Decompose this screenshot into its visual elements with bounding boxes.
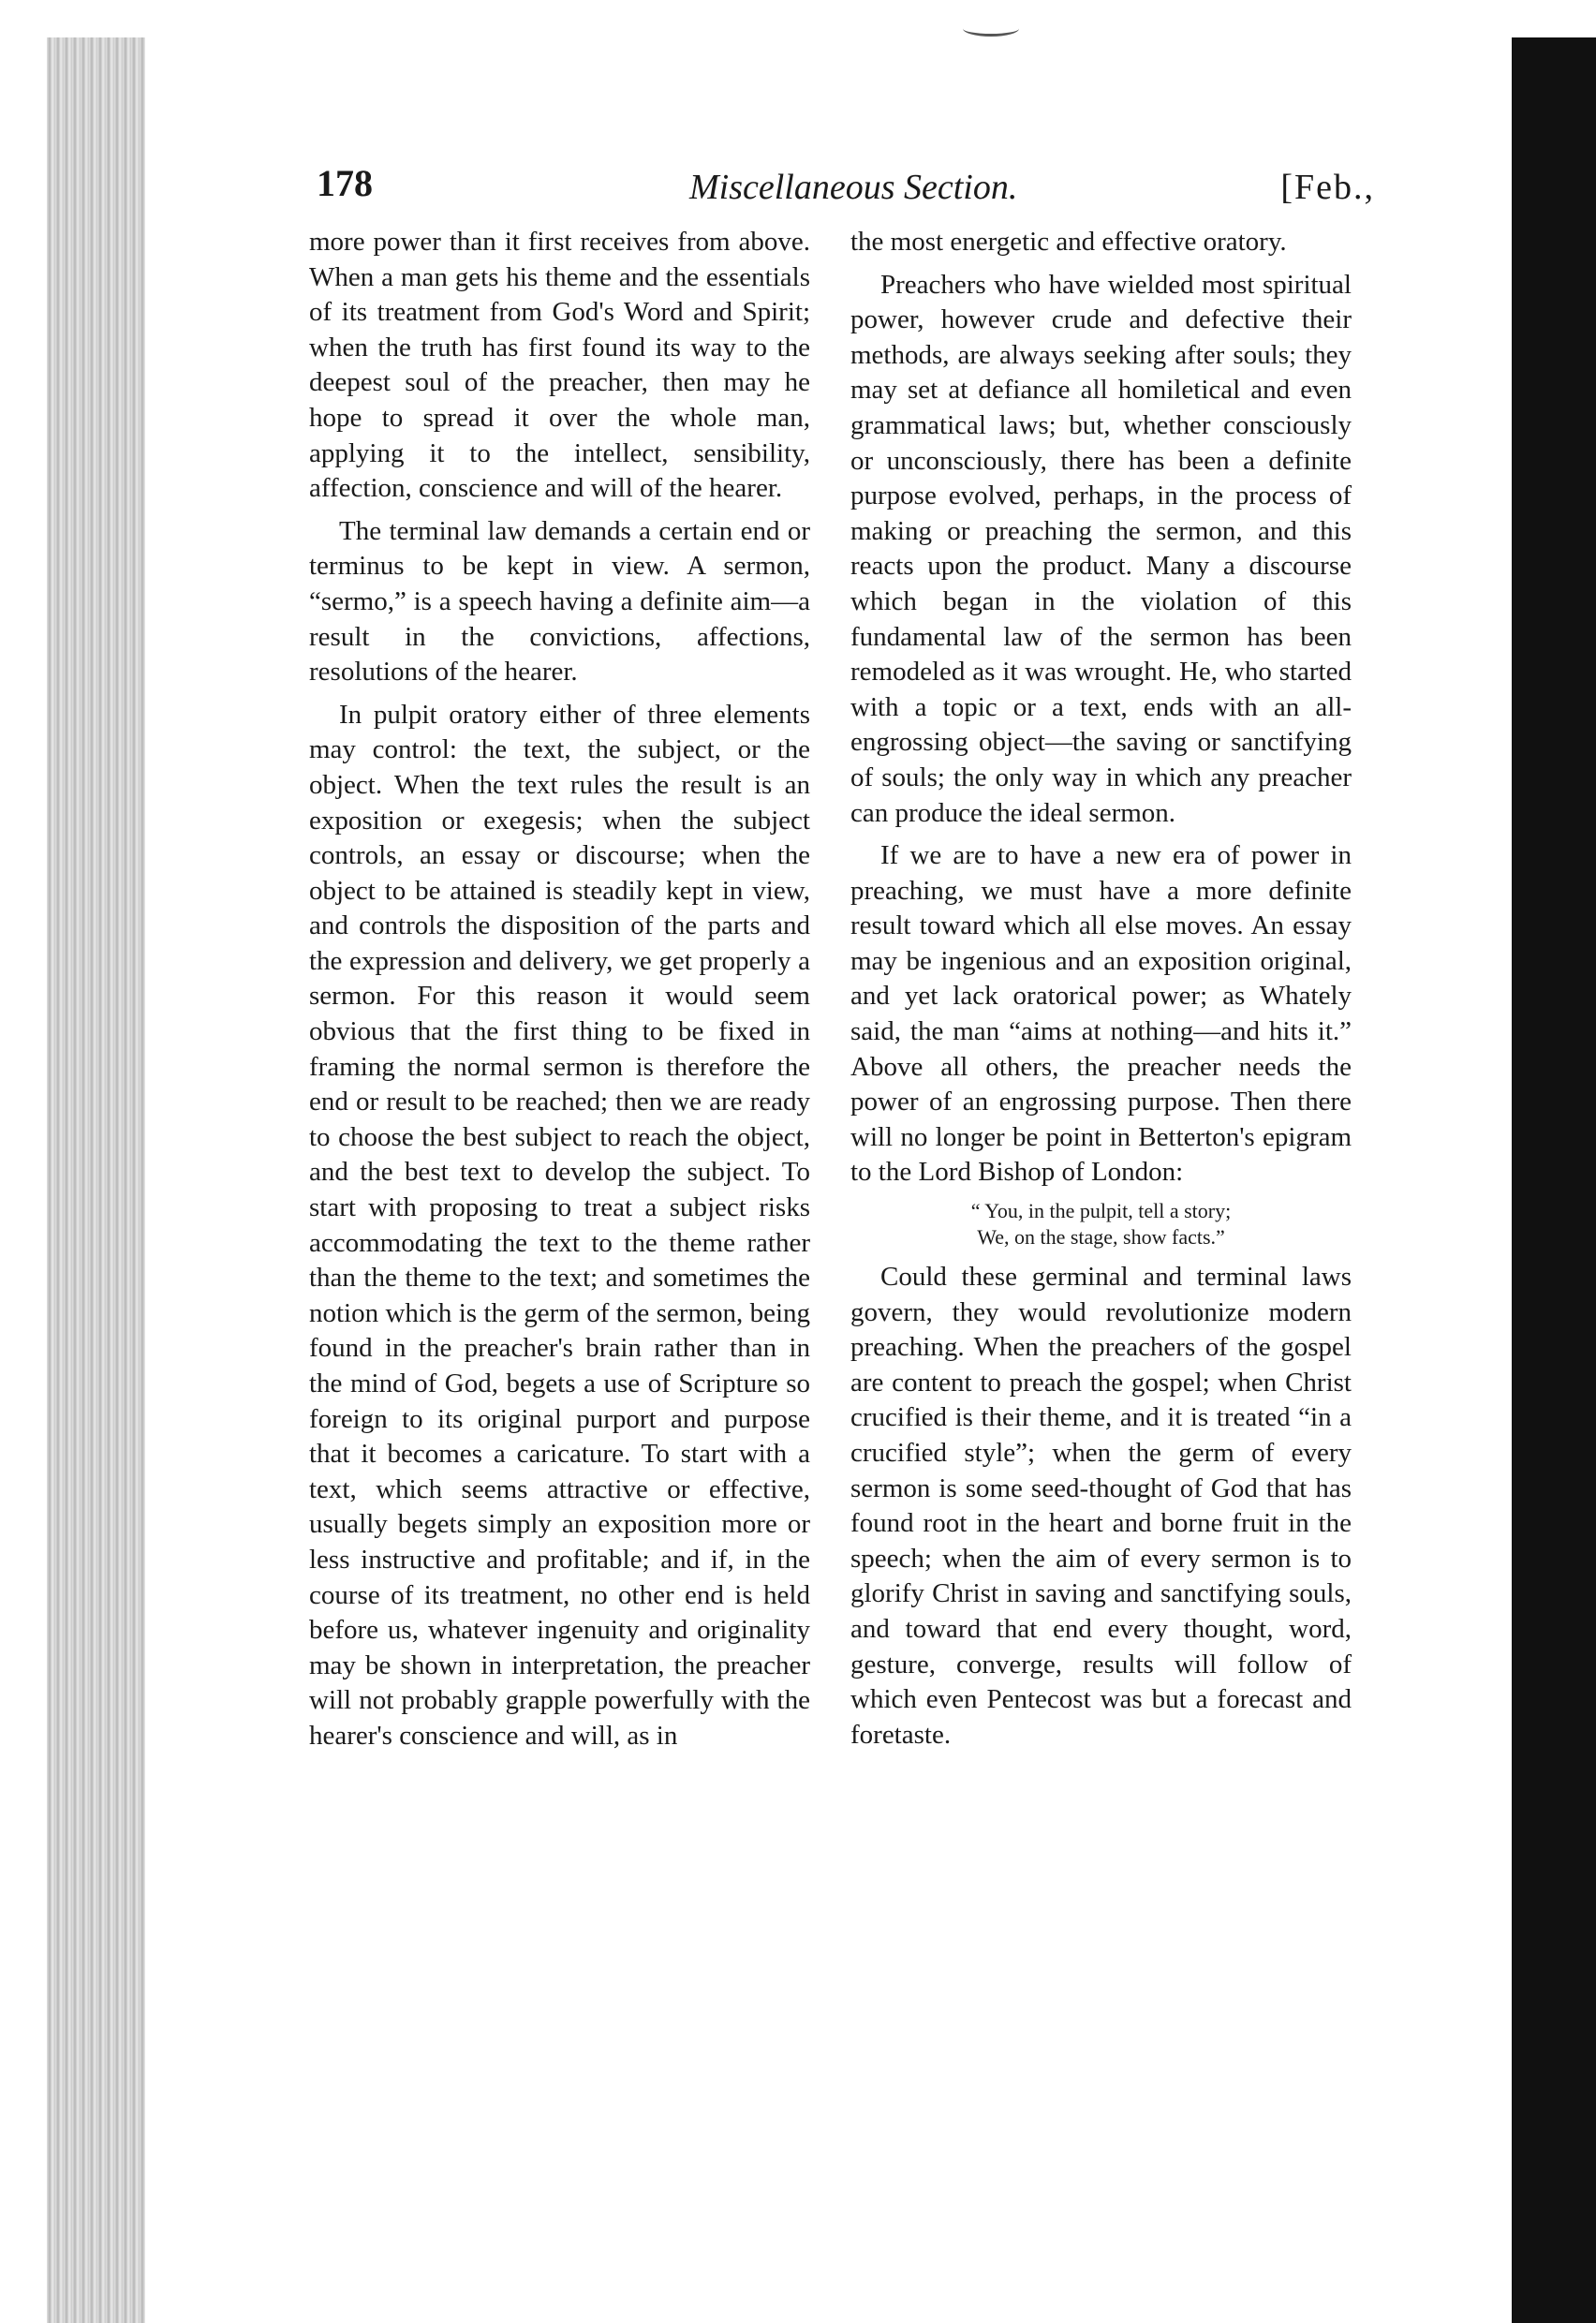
paragraph: the most energetic and effective oratory. <box>850 227 1287 257</box>
book-page-edge <box>47 37 145 2323</box>
page-number: 178 <box>317 162 373 204</box>
scan-mark <box>963 21 1019 37</box>
epigram-quote <box>850 1198 1352 1250</box>
paragraph: If we are to have a new era of power in preaching, we must have a more definite result toward which all else moves. An essay may be ingenious and an exposition original, and yet lack oratorical power; as Whately said, the man “aims at nothing—and hits it.” Above all others, the preacher needs the power of an engrossing purpose. Then there will no longer be point in Betterton's epigram to the Lord Bishop of London: <box>850 840 1352 1188</box>
section-title: Miscellaneous Section. <box>689 168 1018 207</box>
paragraph: In pulpit oratory either of three elements may control: the text, the subject, or the object. When the text rules the result is an exposition or exegesis; when the subject controls, an essay or discourse; when the object to be attained is steadily kept in view, and controls the disposition of the parts and the expression and delivery, we get properly a sermon. For this reason it would seem obvious that the first thing to be fixed in framing the normal sermon is therefore the end or result to be reached; then we are ready to choose the best subject to reach the object, and the best text to develop the subject. To start with proposing to treat a subject risks accommodating the text to the theme rather than the theme to the text; and sometimes the notion which is the germ of the sermon, being found in the preacher's brain rather than in the mind of God, begets a use of Scripture so foreign to its original purport and purpose that it becomes a caricature. To start with a text, which seems attractive or effective, usually begets simply an exposition more or less instructive and profitable; and if, in the course of its treatment, no other end is held before us, whatever ingenuity and originality may be shown in interpretation, the preacher will not probably grapple powerfully with the hearer's conscience and will, as in <box>309 699 810 1751</box>
quote-line: “ You, in the pulpit, tell a story; <box>970 1199 1232 1223</box>
page-header <box>317 161 1375 227</box>
scan-border <box>1512 37 1596 2323</box>
quote-line: We, on the stage, show facts.” <box>977 1225 1225 1250</box>
paragraph: more power than it first receives from above. When a man gets his theme and the essentials of its treatment from God's Word and Spirit; when the truth has first found its way to the deepest soul of the preacher, then may he hope to spread it over the whole man, applying it to the intellect, sensibility, affection, conscience and will of the hearer. <box>309 227 810 504</box>
left-column <box>309 225 810 1762</box>
running-head-month: [Feb., <box>1280 168 1375 207</box>
paragraph: The terminal law demands a certain end or terminus to be kept in view. A sermon, “sermo,” is a speech having a definite aim—a result in the convictions, affections, resolutions of the hearer. <box>309 515 810 688</box>
paragraph: Could these germinal and terminal laws govern, they would revolutionize modern preaching. When the preachers of the gospel are content to preach the gospel; when Christ crucified is their theme, and it is treated “in a crucified style”; when the germ of every sermon is some seed-thought of God that has found root in the heart and borne fruit in the speech; when the aim of every sermon is to glorify Christ in saving and sanctifying souls, and toward that end every thought, word, gesture, converge, results will follow of which even Pentecost was but a forecast and foretaste. <box>850 1262 1352 1750</box>
right-column <box>850 225 1352 1760</box>
paragraph: Preachers who have wielded most spiritual power, however crude and defective their methods, are always seeking after souls; they may set at defiance all homiletical and even grammatical laws; but, whether consciously or unconsciously, there has been a definite purpose evolved, perhaps, in the process of making or preaching the sermon, and this reacts upon the product. Many a discourse which began in the violation of this fundamental law of the sermon has been remodeled as it was wrought. He, who started with a topic or a text, ends with an all-engrossing object—the saving or sanctifying of souls; the only way in which any preacher can produce the ideal sermon. <box>850 269 1352 828</box>
